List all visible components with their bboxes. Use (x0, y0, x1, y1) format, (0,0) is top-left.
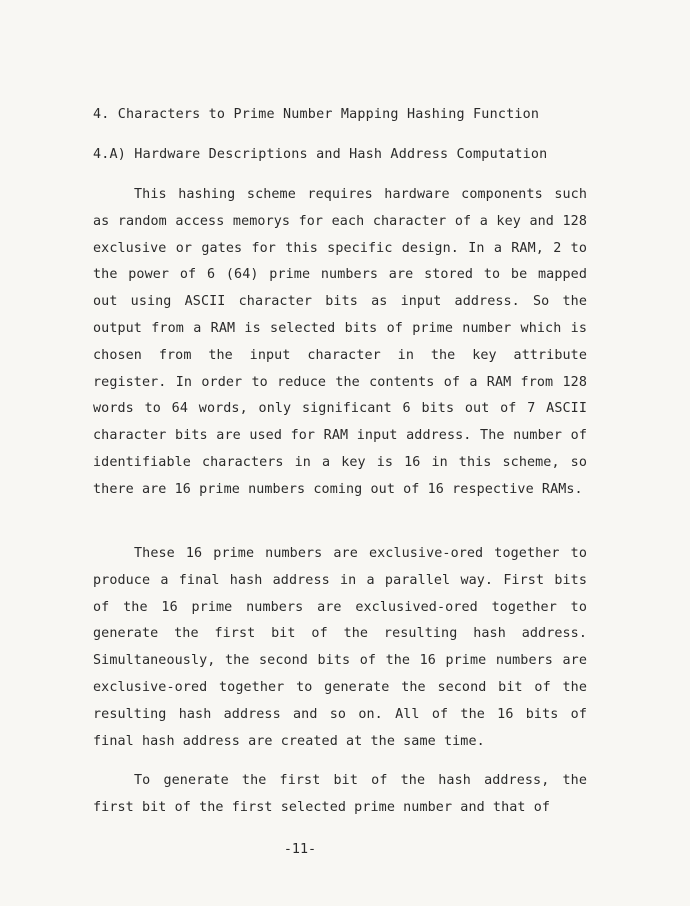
page-number: -11- (283, 842, 317, 857)
paragraph-1: This hashing scheme requires hardware components such as random access memorys for each character of a key and 128 exclusive or gates for this specific design. In a RAM, 2 to the power of 6 (64) prime numbers are stored to be mapped out using ASCII character bits as input address. So the output from a RAM is selected bits of prime number which is chosen from the input character in the key attribute register. In order to reduce the contents of a RAM from 128 words to 64 words, only significant 6 bits out of 7 ASCII character bits are used for RAM input address. The number of identifiable characters in a key is 16 in this scheme, so there are 16 prime numbers coming out of 16 respective RAMs. (93, 187, 587, 497)
paragraph-3: To generate the first bit of the hash address, the first bit of the first selected prime number and that of (93, 773, 587, 815)
section-title: 4. Characters to Prime Number Mapping Hashing Function (93, 107, 540, 122)
subsection-title: 4.A) Hardware Descriptions and Hash Address Computation (93, 147, 548, 162)
paragraph-2: These 16 prime numbers are exclusive-ored together to produce a final hash address in a parallel way. First bits of the 16 prime numbers are exclusived-ored together to generate the first bit of the resulting hash address. Simultaneously, the second bits of the 16 prime numbers are exclusive-ored together to generate the second bit of the resulting hash address and so on. All of the 16 bits of final hash address are created at the same time. (93, 546, 587, 749)
